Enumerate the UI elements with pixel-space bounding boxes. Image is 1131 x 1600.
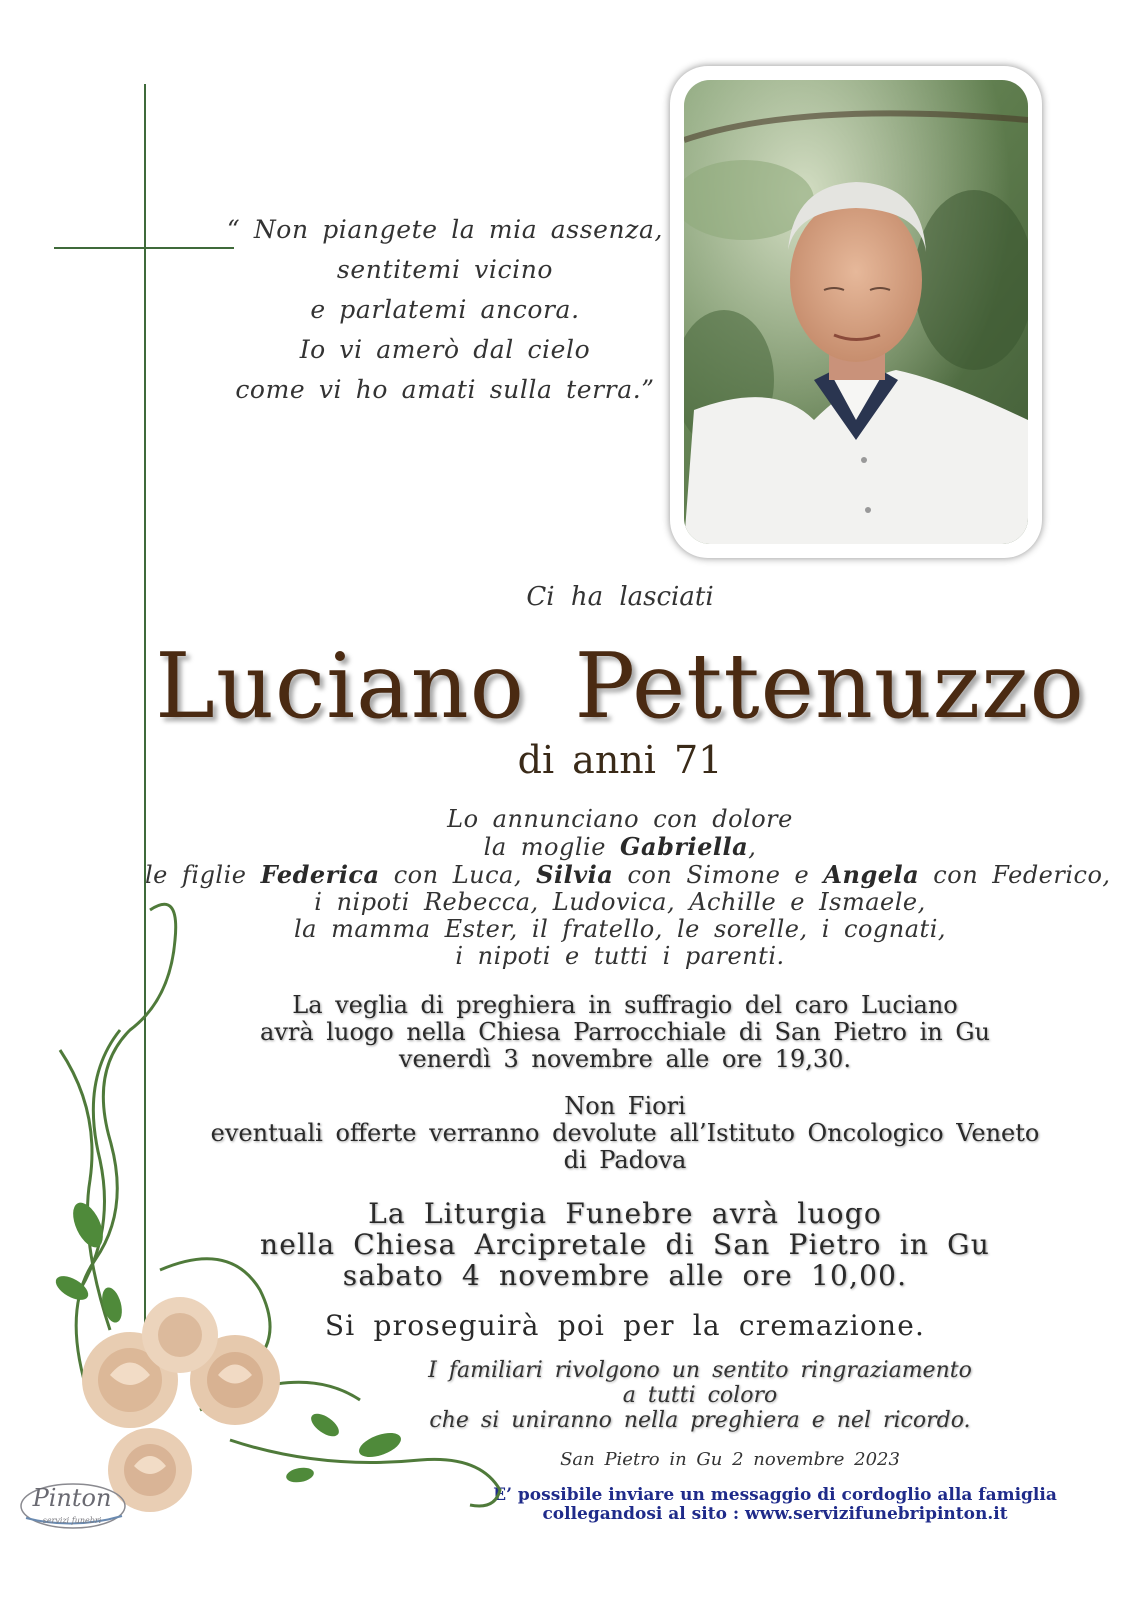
condolence-line: E’ possibile inviare un messaggio di cordoglio alla famiglia — [493, 1485, 1057, 1505]
vigil-line: avrà luogo nella Chiesa Parrocchiale di San Pietro in Gu — [260, 1018, 990, 1046]
daughter-name: Federica — [260, 860, 380, 889]
poem-line: Io vi amerò dal cielo — [299, 335, 591, 364]
portrait-photo — [684, 80, 1028, 544]
flowers-line: Non Fiori — [564, 1092, 686, 1120]
poem-line: come vi ho amati sulla terra.” — [235, 375, 655, 404]
cross-horizontal — [54, 247, 234, 249]
cremation-note: Si proseguirà poi per la cremazione. — [324, 1309, 926, 1342]
thanks-line: a tutti coloro — [622, 1383, 778, 1408]
deceased-age: di anni 71 — [517, 738, 723, 782]
intro-text: Ci ha lasciati — [526, 582, 714, 612]
condolence-info — [455, 1486, 1095, 1524]
portrait-illustration — [684, 80, 1028, 544]
text: con Simone e — [613, 861, 824, 889]
announce-line: la mamma Ester, il fratello, le sorelle, i cognati, — [294, 915, 946, 943]
wife-name: Gabriella — [620, 832, 749, 861]
vigil-line: La veglia di preghiera in suffragio del caro Luciano — [292, 991, 958, 1019]
daughter-name: Angela — [823, 860, 920, 889]
announce-line: i nipoti Rebecca, Ludovica, Achille e Ismaele, — [314, 888, 926, 916]
funeral-line: nella Chiesa Arcipretale di San Pietro in Gu — [260, 1228, 990, 1261]
place-date: San Pietro in Gu 2 novembre 2023 — [560, 1449, 900, 1470]
thanks-line: che si uniranno nella preghiera e nel ricordo. — [429, 1408, 971, 1433]
text: con Luca, — [379, 861, 537, 889]
text: le figlie — [145, 861, 261, 889]
thanks-line: I familiari rivolgono un sentito ringraziamento — [428, 1358, 972, 1383]
announce-wife-line — [145, 833, 1095, 861]
poem-line: e parlatemi ancora. — [310, 295, 580, 324]
funeral-line: sabato 4 novembre alle ore 10,00. — [342, 1259, 908, 1292]
vigil-line: venerdì 3 novembre alle ore 19,30. — [398, 1045, 852, 1073]
text: la moglie — [483, 833, 621, 861]
flowers-line: di Padova — [563, 1146, 687, 1174]
logo-name: Pinton — [32, 1484, 112, 1512]
daughter-name: Silvia — [536, 860, 614, 889]
poem — [220, 210, 670, 410]
announce-line: i nipoti e tutti i parenti. — [455, 942, 785, 970]
text: , — [748, 833, 757, 861]
announce-line: Lo annunciano con dolore — [447, 805, 793, 833]
text: con Federico, — [919, 861, 1111, 889]
flowers-line: eventuali offerte verranno devolute all’Istituto Oncologico Veneto — [210, 1119, 1040, 1147]
condolence-link[interactable]: collegandosi al sito : www.servizifunebripinton.it — [542, 1504, 1008, 1524]
funeral-line: La Liturgia Funebre avrà luogo — [368, 1197, 882, 1230]
poem-line: sentitemi vicino — [336, 255, 554, 284]
deceased-name: Luciano Pettenuzzo — [155, 634, 1085, 739]
poem-line: “ Non piangete la mia assenza, — [226, 215, 664, 244]
logo-subtitle: servizi funebri — [42, 1516, 102, 1525]
